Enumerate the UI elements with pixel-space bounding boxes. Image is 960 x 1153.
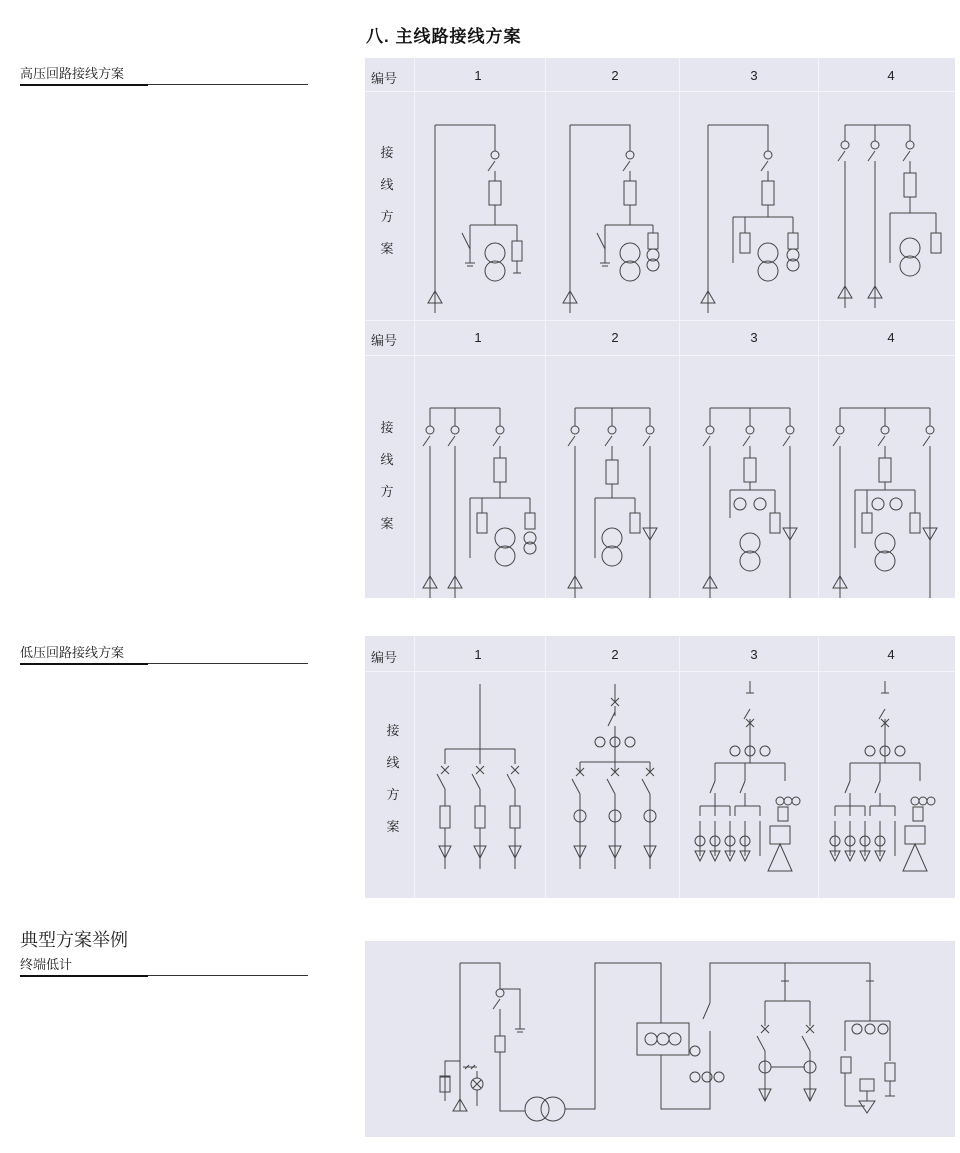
hv-scheme-2-1-diagram [420, 398, 540, 588]
row-label-char: 线 [380, 453, 394, 468]
hv-scheme-1-3-diagram [698, 113, 818, 293]
lv-col-number: 2 [611, 647, 619, 662]
hv-col-number: 1 [474, 68, 482, 83]
hv-section-label: 高压回路接线方案 [20, 63, 308, 85]
hv-scheme-2-4-diagram [830, 398, 950, 588]
hv-col-number: 3 [750, 330, 758, 345]
hv-col-number: 1 [474, 330, 482, 345]
hv-row-label-1 [379, 138, 395, 266]
hv-col-number: 4 [887, 68, 895, 83]
hv-scheme-2-3-diagram [695, 398, 815, 588]
row-label-char: 接 [380, 146, 394, 161]
lv-scheme-panel [365, 636, 955, 898]
row-label-char: 方 [380, 210, 394, 225]
hv-header-label-2: 编号 [371, 334, 398, 349]
typical-section-label [20, 926, 308, 976]
hv-scheme-1-2-diagram [560, 113, 680, 293]
typical-section-subtitle: 终端低计 [20, 958, 73, 973]
hv-scheme-1-1-diagram [420, 113, 540, 293]
row-label-char: 方 [386, 788, 400, 803]
hv-header-label-1: 编号 [371, 72, 398, 87]
hv-col-number: 4 [887, 330, 895, 345]
hv-scheme-2-2-diagram [560, 398, 680, 588]
lv-section-label: 低压回路接线方案 [20, 642, 308, 664]
row-label-char: 案 [380, 517, 394, 532]
lv-col-number: 4 [887, 647, 895, 662]
lv-header-label: 编号 [371, 651, 398, 666]
hv-scheme-1-4-diagram [830, 113, 950, 303]
hv-row-label-2 [379, 413, 395, 541]
lv-col-number: 1 [474, 647, 482, 662]
row-label-char: 接 [386, 724, 400, 739]
row-label-char: 线 [386, 756, 400, 771]
typical-section-title: 典型方案举例 [20, 930, 128, 951]
lv-scheme-3-diagram [700, 681, 810, 891]
page-title: 八. 主线路接线方案 [366, 27, 522, 46]
hv-col-number: 3 [750, 68, 758, 83]
hv-scheme-panel [365, 58, 955, 598]
typical-example-diagram [365, 941, 955, 1137]
row-label-char: 线 [380, 178, 394, 193]
lv-scheme-4-diagram [835, 681, 945, 891]
lv-col-number: 3 [750, 647, 758, 662]
row-label-char: 接 [380, 421, 394, 436]
lv-row-label [385, 716, 401, 844]
lv-scheme-1-diagram [435, 684, 525, 884]
row-label-char: 方 [380, 485, 394, 500]
hv-col-number: 2 [611, 330, 619, 345]
row-label-char: 案 [386, 820, 400, 835]
row-label-char: 案 [380, 242, 394, 257]
lv-scheme-2-diagram [570, 684, 660, 884]
hv-col-number: 2 [611, 68, 619, 83]
typical-example-panel [365, 941, 955, 1137]
